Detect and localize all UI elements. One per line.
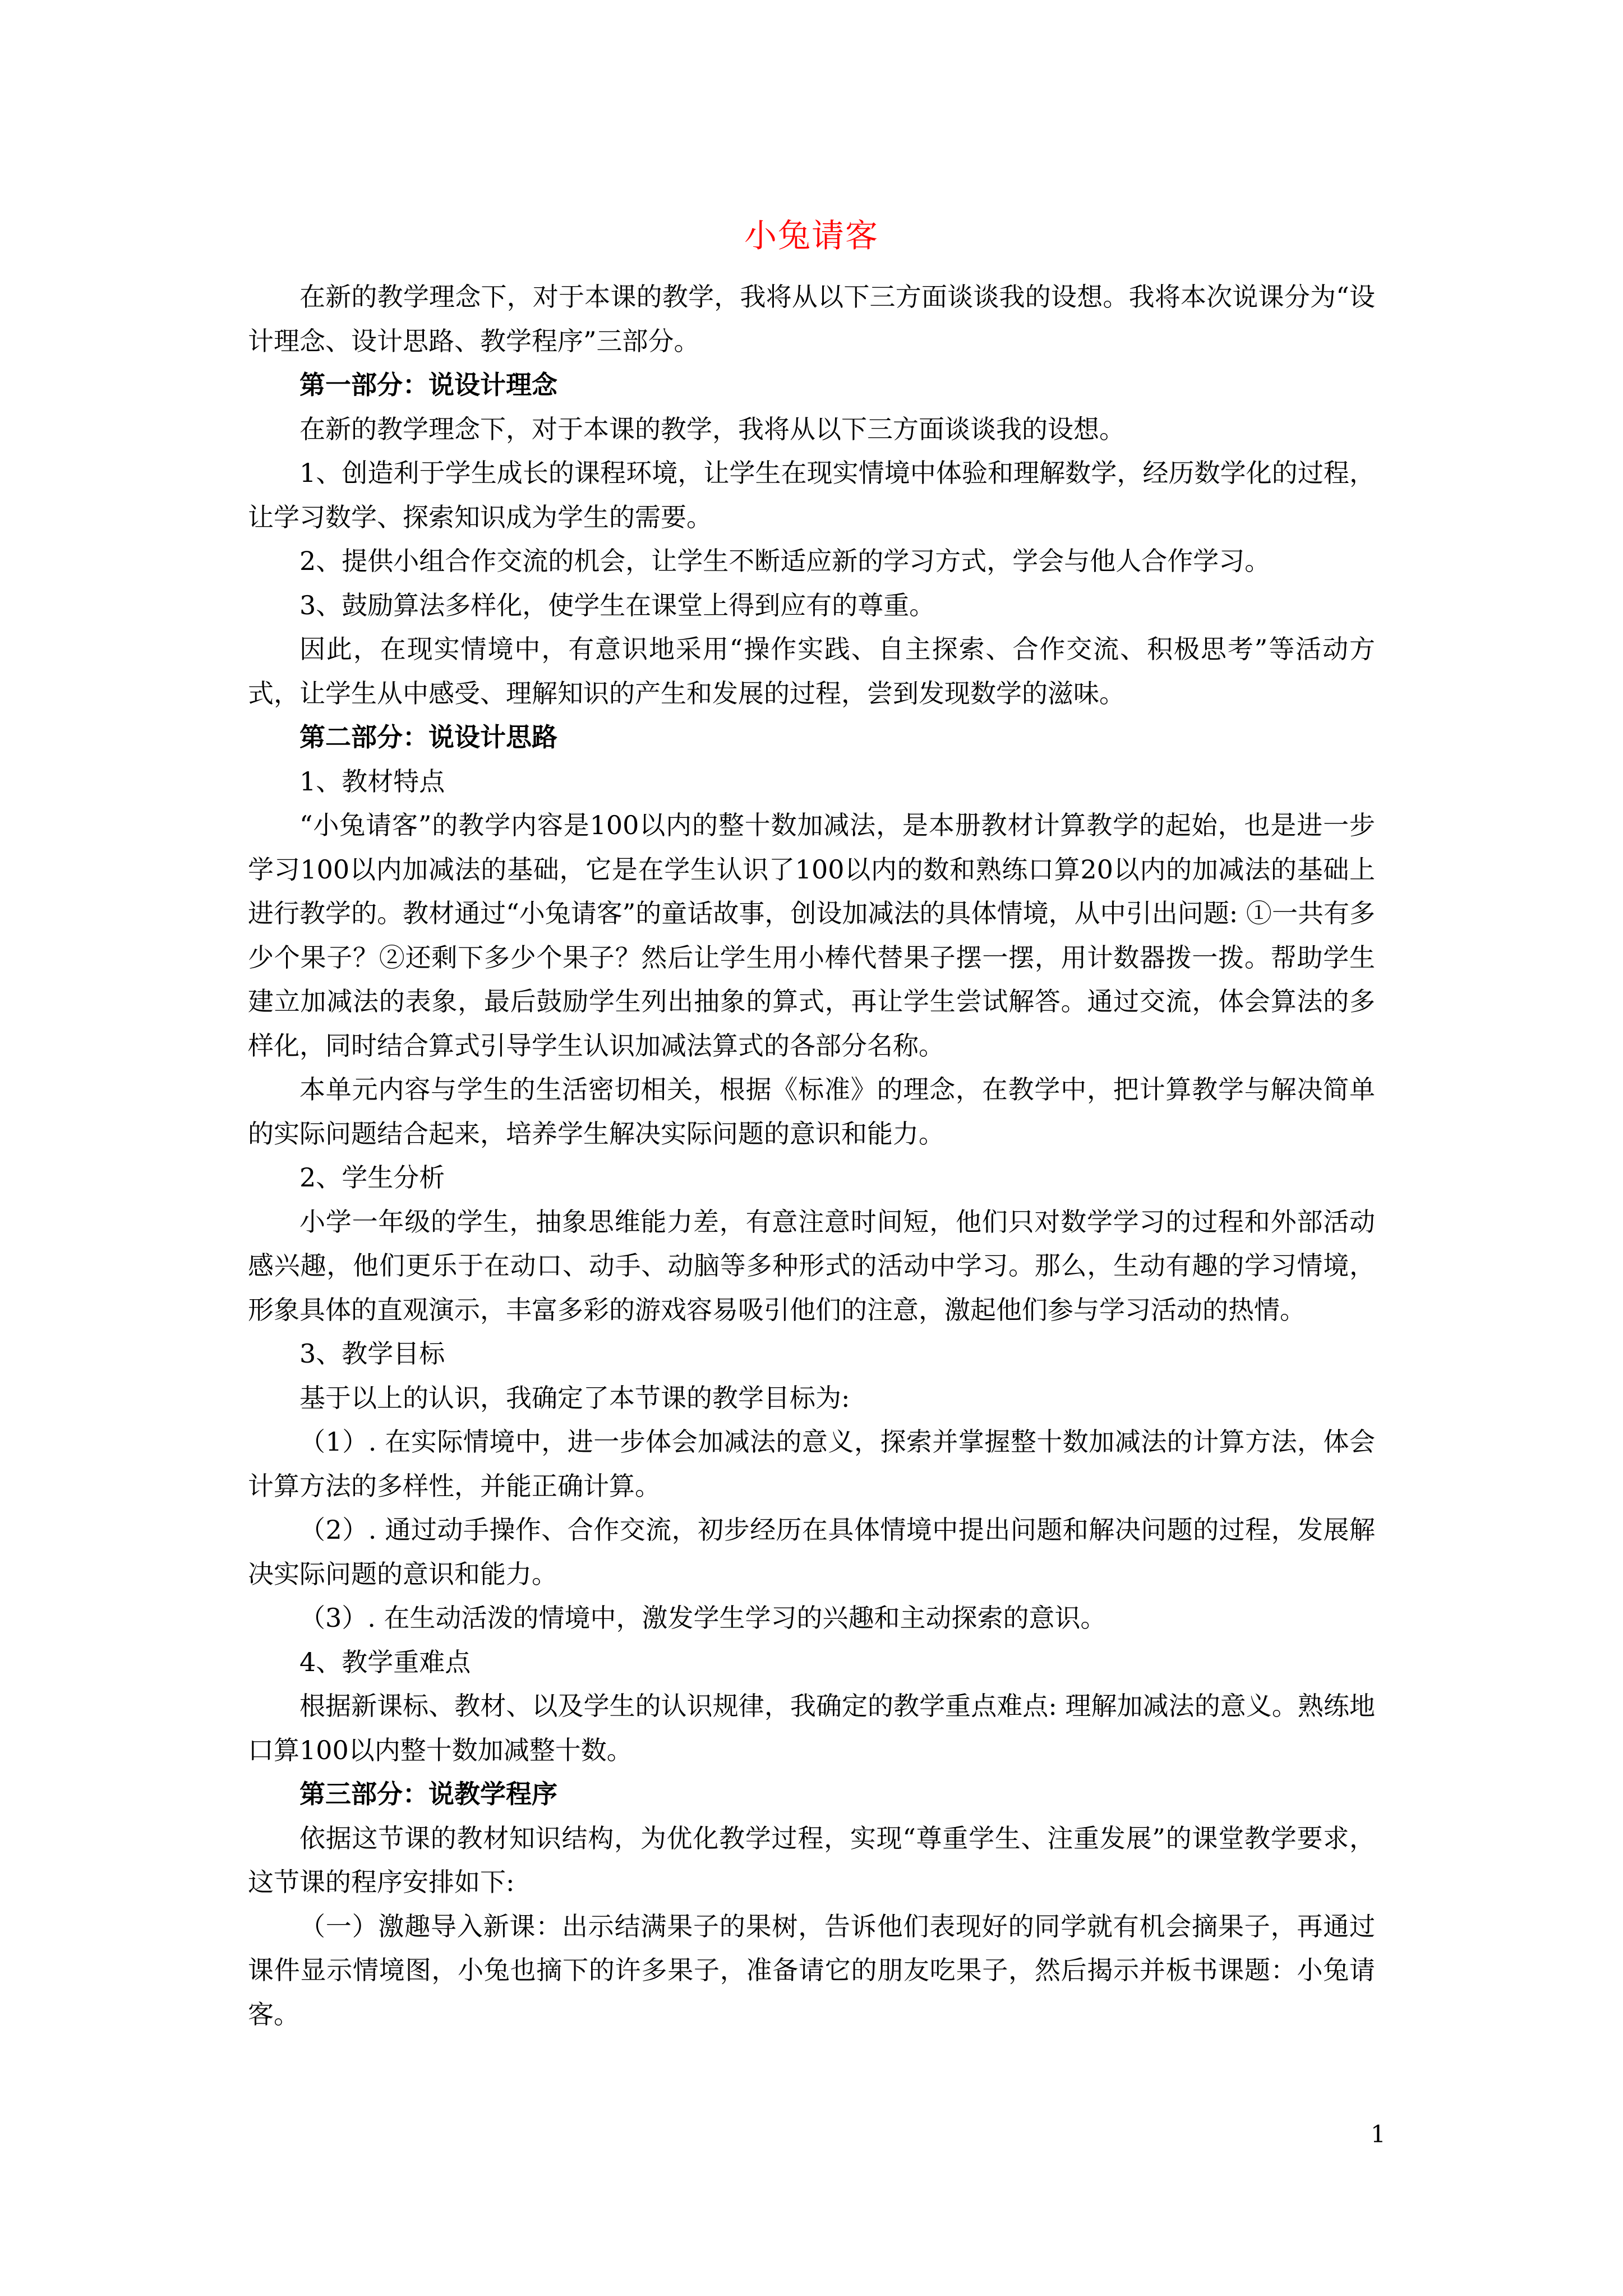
paragraph: （一）激趣导入新课：出示结满果子的果树，告诉他们表现好的同学就有机会摘果子，再通过课件显示情境图，小兔也摘下的许多果子，准备请它的朋友吃果子，然后揭示并板书课题：小兔请客。 (248, 1911, 1375, 2030)
paragraph: 小学一年级的学生，抽象思维能力差，有意注意时间短，他们只对数学学习的过程和外部活动感兴趣，他们更乐于在动口、动手、动脑等多种形式的活动中学习。那么，生动有趣的学习情境，形象具体的直观演示，丰富多彩的游戏容易吸引他们的注意，激起他们参与学习活动的热情。 (248, 1206, 1375, 1325)
document-body (248, 275, 1375, 2036)
paragraph: 4、教学重难点 (299, 1646, 471, 1677)
paragraph: 本单元内容与学生的生活密切相关，根据《标准》的理念，在教学中，把计算教学与解决简单的实际问题结合起来，培养学生解决实际问题的意识和能力。 (248, 1074, 1375, 1149)
paragraph: 根据新课标、教材、以及学生的认识规律，我确定的教学重点难点: 理解加减法的意义。熟练地口算100以内整十数加减整十数。 (248, 1691, 1375, 1765)
paragraph: 1、教材特点 (299, 766, 445, 797)
section-heading: 第一部分：说设计理念 (299, 370, 557, 400)
document-title: 小兔请客 (744, 217, 879, 255)
paragraph: （3）. 在生动活泼的情境中，激发学生学习的兴趣和主动探索的意识。 (299, 1603, 1106, 1633)
page-number: 1 (1371, 2120, 1386, 2148)
paragraph: （2）. 通过动手操作、合作交流，初步经历在具体情境中提出问题和解决问题的过程，发展解决实际问题的意识和能力。 (248, 1515, 1375, 1589)
paragraph: “小兔请客”的教学内容是100以内的整十数加减法，是本册教材计算教学的起始，也是进一步学习100以内加减法的基础，它是在学生认识了100以内的数和熟练口算20以内的加减法的基础上进行教学的。教材通过“小兔请客”的童话故事，创设加减法的具体情境，从中引出问题: ①一共有多少个果子？②还剩下多少个果子？然后让学生用小棒代替果子摆一摆，用计数器拨一拨。帮助学生建立加减法的表象，最后鼓励学生列出抽象的算式，再让学生尝试解答。通过交流，体会算法的多样化，同时结合算式引导学生认识加减法算式的各部分名称。 (248, 810, 1375, 1061)
paragraph: （1）. 在实际情境中，进一步体会加减法的意义，探索并掌握整十数加减法的计算方法，体会计算方法的多样性，并能正确计算。 (248, 1427, 1375, 1501)
paragraph: 依据这节课的教材知识结构，为优化教学过程，实现“尊重学生、注重发展”的课堂教学要求，这节课的程序安排如下: (248, 1823, 1375, 1897)
paragraph: 在新的教学理念下，对于本课的教学，我将从以下三方面谈谈我的设想。我将本次说课分为“设计理念、设计思路、教学程序”三部分。 (248, 282, 1375, 356)
paragraph: 在新的教学理念下，对于本课的教学，我将从以下三方面谈谈我的设想。 (299, 413, 1125, 444)
paragraph: 3、鼓励算法多样化，使学生在课堂上得到应有的尊重。 (299, 590, 935, 620)
paragraph: 2、学生分析 (299, 1162, 445, 1193)
paragraph: 1、创造利于学生成长的课程环境，让学生在现实情境中体验和理解数学，经历数学化的过程，让学习数学、探索知识成为学生的需要。 (248, 458, 1375, 532)
paragraph: 2、提供小组合作交流的机会，让学生不断适应新的学习方式，学会与他人合作学习。 (299, 546, 1271, 576)
paragraph: 因此，在现实情境中，有意识地采用“操作实践、自主探索、合作交流、积极思考”等活动方式，让学生从中感受、理解知识的产生和发展的过程，尝到发现数学的滋味。 (248, 634, 1375, 708)
section-heading: 第二部分：说设计思路 (299, 722, 557, 752)
document-page (248, 213, 1375, 2036)
section-heading: 第三部分：说教学程序 (299, 1779, 557, 1809)
paragraph: 3、教学目标 (299, 1338, 445, 1369)
paragraph: 基于以上的认识，我确定了本节课的教学目标为: (299, 1382, 850, 1413)
